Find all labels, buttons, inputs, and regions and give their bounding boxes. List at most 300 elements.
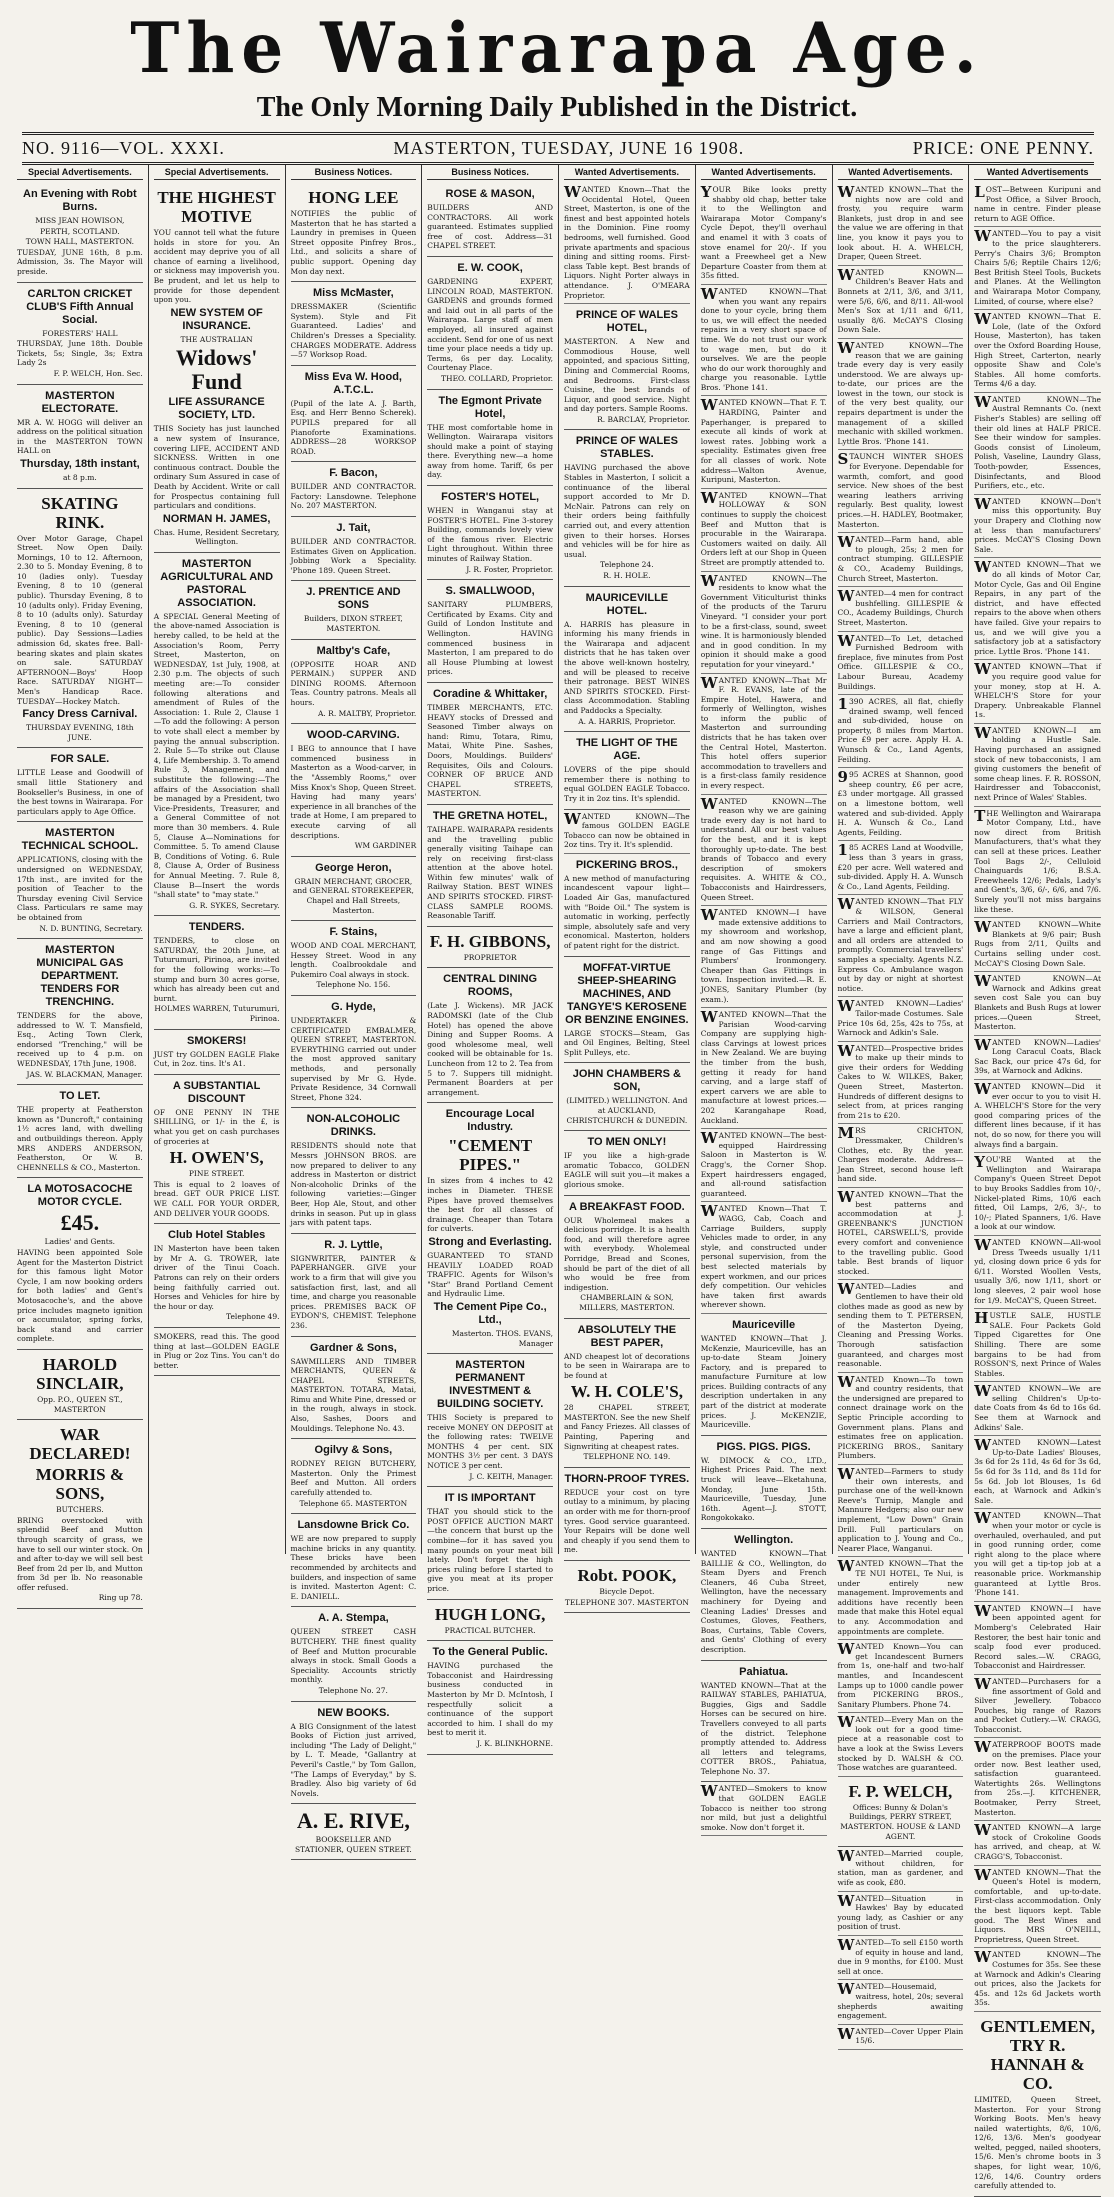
advertisement <box>427 1600 553 1642</box>
advertisement <box>564 304 690 430</box>
columns <box>12 165 1106 2191</box>
ad-title: E. W. COOK, <box>457 261 523 274</box>
ad-text: JUST try GOLDEN EAGLE Flake Cut, in 2oz. tins. It's A1. <box>153 1049 280 1069</box>
wanted-notice: WANTED—Purchasers for a fine assortment of Gold and Silver Jewellery. Tobacco Pouches, big range of Razors and Pocket Cutlery.—W. CRAGG, Tobacconist. <box>974 1675 1101 1739</box>
ad-text: OUR Wholemeal makes a delicious porridge. It is a health food, and will therefore agree with everybody. Wholemeal Porridge, Bread and Scones, should be part of the diet of all who would be free from indigestion. <box>564 1215 690 1292</box>
advertisement <box>17 385 143 489</box>
ad-text: GARDENING EXPERT, LINCOLN ROAD, MASTERTON. GARDENS and grounds formed and laid out in all parts of the Wairarapa. Large staff of men employed, all insured against accident. Send for one of us next time your place needs a tidy up. Terms, 6s per day. Locality, Courtenay Place. <box>427 276 553 373</box>
ad-line: Telephone 65. MASTERTON <box>299 1498 408 1508</box>
ad-text: RODNEY REIGN BUTCHERY, Masterton. Only the Primest Beef and Mutton. All orders carefully attended to. <box>290 1459 417 1498</box>
ad-text: LARGE STOCKS—Steam, Gas and Oil Engines, Belting, Steel Split Pulleys, etc. <box>564 1028 690 1057</box>
issue-number: NO. 9116—VOL. XXXI. <box>22 138 225 158</box>
advertisement <box>701 1436 827 1529</box>
column-heading: Business Notices. <box>427 167 553 180</box>
ad-signature: A. R. MALTBY, Proprietor. <box>318 708 417 718</box>
ad-text: W. DIMOCK & CO., LTD., Highest Prices Paid. The next truck will leave—Eketahuna, Monday, June 15th. Mauriceville, Tuesday, June 16th. Agent—J. STOTT, Rongokokako. <box>700 1455 827 1523</box>
advertisement <box>17 748 143 822</box>
ad-line: PROPRIETOR <box>463 952 517 962</box>
advertisement <box>564 1468 690 1561</box>
ad-text: (Late J. Wickens). MR JACK RADOMSKI (late of the Club Hotel) has opened the above Dining and Supper Rooms. A good wholesome meal, well cooked will be obtainable for 1s. Luncheon from 12 to 2. Tea from 5 to 7. Suppers till midnight. Permanent Boarders at per arrangement. <box>427 1001 553 1097</box>
advertisement <box>564 1063 690 1131</box>
ad-line: Bicycle Depot. <box>599 1587 655 1596</box>
ad-subtitle: LIFE ASSURANCE SOCIETY, LTD. <box>168 396 265 422</box>
advertisement <box>564 957 690 1064</box>
advertisement <box>17 183 143 283</box>
ad-text: A new method of manufacturing incandescent vapour light—Loaded Air Gas, manufactured with "Boide Oil." The system is automatic in working, perfectly simple, absolutely safe and very economical. Masterton, holders of patent right for the district. <box>564 873 690 951</box>
column-1 <box>12 165 149 1603</box>
ad-title: SKATING RINK. <box>41 493 119 532</box>
column-8 <box>969 165 1106 2191</box>
wanted-notice: THE Wellington and Wairarapa Motor Company, Ltd., have now direct from British Manufacturers, that's what they can sell at these prices. Leather Tool Bags 2/-, Celluloid Chainguards 1/6; B.S.A. Freewheels 12/6; Pedals, Lady's and Gent's, 3/6, 6/-, 6/6, and 7/6. Surely you'll not miss bargains like these. <box>974 807 1101 919</box>
ad-line: R. H. HOLE. <box>603 571 651 580</box>
wanted-notice: WANTED—Married couple, without children, for station, man as gardener, and wife as cook, £80. <box>838 1847 964 1891</box>
ad-title: NON-ALCOHOLIC DRINKS. <box>306 1113 401 1139</box>
advertisement <box>291 1234 417 1337</box>
ad-signature: N. D. BUNTING, Secretary. <box>39 923 143 933</box>
ad-title: MASTERTON TECHNICAL SCHOOL. <box>21 827 139 853</box>
ad-title: CENTRAL DINING ROOMS, <box>443 973 538 999</box>
ad-text: A. HARRIS has pleasure in informing his many friends in the Wairarapa and adjacent districts that he has taken over the above well-known hostelry, and will be pleased to receive their patronage. BEST WINES AND SPIRITS STOCKED. First-class Accommodation. Stabling and Paddocks a Specialty. <box>564 619 690 715</box>
ad-title: To the General Public. <box>432 1646 548 1659</box>
ad-title: MASTERTON PERMANENT INVESTMENT & BUILDING SOCIETY. <box>436 1359 544 1411</box>
ad-signature: J. R. Foster, Proprietor. <box>466 564 553 574</box>
ad-title: PRINCE OF WALES STABLES. <box>575 435 678 461</box>
ad-text: TUESDAY, JUNE 16th, 8 p.m. Admission, 3s. The Mayor will preside. <box>17 247 143 276</box>
wanted-notice: WANTED KNOWN—A large stock of Crokoline Goods has arrived, and cheap, at W. CRAGG'S, Tobacconist. <box>974 1821 1101 1865</box>
wanted-notice: WANTED—Every Man on the look out for a good time-piece at a reasonable cost to have a look at the Swiss Levers stocked by D. WALSH & CO. Those watches are guaranteed. <box>838 1713 964 1777</box>
ad-title: WOOD-CARVING. <box>307 729 400 742</box>
ad-signature: Masterton. THOS. EVANS, Manager <box>451 1328 553 1348</box>
ad-title: LA MOTOSACOCHE MOTOR CYCLE. <box>27 1183 133 1209</box>
ad-text: TIMBER MERCHANTS, ETC. HEAVY stocks of Dressed and Seasoned Timber always on hand: Rimu, Totara, Rimu, Matai, White Pine. Sashes, Doors, Mouldings. Builders' Requisites, Oils and Colours. CORNER OF BRUCE AND CHAPEL STREETS, MASTERTON. <box>427 702 553 799</box>
ad-text: IN Masterton have been taken by Mr A. G. TROWER, late driver of the Tinui Coach. Patrons can rely on their orders being faithfully carried out. Horses and Vehicles for hire by the hour or day. <box>153 1244 280 1311</box>
ad-subtitle: The Cement Pipe Co., Ltd., <box>433 1300 547 1326</box>
wanted-notice: WANTED KNOWN—Ladies' Tailor-made Costumes. Sale Price 10s 6d, 25s, 42s to 75s, at Warnock and Adkin's Sale. <box>838 997 964 1041</box>
ad-title: Club Hotel Stables <box>168 1229 266 1242</box>
wanted-notice: WANTED KNOWN—That the Parisian Wood-carving Company are supplying high-class Carvings at lowest prices in New Zealand. We are buying the timber from the bush, getting it ready for hand carving, and a large staff of expert carvers we are able to manufacture at lowest prices.—202 Karangahape Road, Auckland. <box>701 1008 827 1129</box>
ad-title: Robt. POOK, <box>577 1566 677 1585</box>
ad-line: TELEPHONE NO. 149. <box>583 1452 671 1462</box>
advertisement <box>291 282 417 366</box>
advertisement <box>427 968 553 1103</box>
wanted-notice: YOU'RE Wanted at the Wellington and Wairarapa Company's Queen Street Depot to buy Brooks Saddles from 10/-, Nickel-plated Rims, 10/6 each fitted, Oil Lamps, 2/6, 3/-, to 10/-; Plated Spanners, 1/6. Have a look at our window. <box>974 1153 1101 1236</box>
ad-subtitle: NORMAN H. JAMES, <box>162 512 271 525</box>
advertisement <box>291 857 417 921</box>
advertisement <box>154 1030 280 1075</box>
advertisement <box>291 183 417 282</box>
ad-signature: J. K. BLINKHORNE. <box>477 1738 553 1748</box>
wanted-notice: 1390 ACRES, all flat, chiefly drained swamp, well fenced and sub-divided, house on property, 8 miles from Marton. Price £9 per acre. Apply H. A. Wunsch & Co., Land Agents, Feilding. <box>838 695 964 768</box>
advertisement <box>154 183 280 553</box>
wanted-notice: WANTED KNOWN—That the Queen's Hotel is modern, comfortable, and up-to-date. First-class accommodation. Only the best liquors kept. Table good. The Best Wines and Liquors. MRS O'NEILL, Proprietress, Queen Street. <box>974 1866 1101 1949</box>
advertisement <box>427 580 553 683</box>
ad-title: Encourage Local Industry. <box>445 1108 535 1134</box>
ad-subtitle: Strong and Everlasting. <box>428 1235 552 1248</box>
wanted-notice: WANTED KNOWN—The famous GOLDEN EAGLE Tobacco can now be obtained in 2oz tins. Try it. It's splendid. <box>564 810 690 854</box>
advertisement <box>427 183 553 257</box>
ad-text: Over Motor Garage, Chapel Street. Now Open Daily. Mornings, 10 to 12. Afternoon, 2.30 to 5. Monday Evening, 8 to 10 (ladies only). Tuesday Evening, 8 to 10 (general public). Thursday Evening, 8 to 10 (adults only). Friday Evening, 8 to 10 (adults only). Saturday Evening, 8 to 10 (general public). Day Sessions—Ladies admission 6d, skates free. Ball-bearing skates and plain skates on sale. SATURDAY AFTERNOON—Boys' Hoop Race. SATURDAY NIGHT—Men's Handicap Race. TUESDAY—Hockey Match. <box>17 533 143 706</box>
ad-title: Maltby's Cafe, <box>316 644 391 657</box>
advertisement <box>427 1354 553 1487</box>
wanted-notice: STAUNCH WINTER SHOES for Everyone. Dependable for warmth, comfort, and good service. New shoes of the best wearing leathers arriving regularly. Best quality, lowest prices.—H. HADLEY, Bootmaker, Masterton. <box>838 450 964 533</box>
ad-text: TENDERS for the above, addressed to W. T. Mansfield, Esq., Acting Town Clerk, endorsed "Trenching," will be received up to 4 p.m. on WEDNESDAY, 17th June, 1908. <box>17 1011 143 1069</box>
wanted-notice: WANTED KNOWN—That when your motor or cycle is overhauled, overhauled, and put in good running order, come right along to the place where you will get a tip-top job at a reasonable price. Workmanship guaranteed at Lyttle Bros. 'Phone 141. <box>974 1509 1101 1601</box>
column-2 <box>149 165 286 1554</box>
ad-text: RESIDENTS should note that Messrs JOHNSON BROS. are now prepared to deliver to any address in Masterton or district Non-alcoholic Drinks of the following varieties:—Ginger Beer, Hop Ale, Stout, and other drinks in season. Put up in glass jars with patent taps. <box>290 1141 417 1228</box>
ad-subtitle: W. H. COLE'S, <box>570 1382 684 1402</box>
column-heading: Special Advertisements. <box>154 167 280 180</box>
wanted-notice: WANTED—Situation in Hawkes' Bay by educated young lady, as Cashier or any position of trust. <box>838 1892 964 1936</box>
ad-title: CARLTON CRICKET CLUB'S Fifth Annual Social. <box>26 287 134 326</box>
advertisement <box>427 257 553 390</box>
advertisement <box>564 1196 690 1319</box>
wanted-notice: WANTED KNOWN—The reason why we are gaining trade every day is not hard to understand. All our best values for the best, and it is kept thoroughly up-to-date. The best brands of Tobacco and every description of smokers requisites. A. WHITE & CO., Tobacconists and Hairdressers, Queen Street. <box>701 795 827 907</box>
ad-signature: J. C. KEITH, Manager. <box>469 1471 553 1481</box>
ad-subtitle: H. OWEN'S, <box>169 1148 264 1168</box>
wanted-notice: WANTED KNOWN—That we do all kinds of Motor Car, Motor Cycle, Gas and Oil Engine Repairs, in any part of the district, and have effected repairs to the above when others have failed. Give your repairs to us, and we will give you a satisfactory job at a satisfactory price. Lyttle Bros. 'Phone 141. <box>974 558 1101 660</box>
ad-title: An Evening with Robt Burns. <box>23 188 137 213</box>
ad-text: WANTED KNOWN—That J. McKenzie, Mauriceville, has an up-to-date Steam Joinery Factory, and is prepared to manufacture Furniture at low prices. Building contracts of any description undertaken in any part of the district at moderate prices. J. McKENZIE, Mauriceville. <box>700 1333 827 1430</box>
ad-text: THIS Society has just launched a new system of Insurance, covering LIFE, ACCIDENT AND SICKNESS. Written in one continuous contract. Double the ordinary Sum Assured in case of Death by Accident. Write or call for Prospectus containing full particulars and conditions. <box>153 424 280 511</box>
advertisement <box>427 805 553 927</box>
advertisement <box>291 581 417 639</box>
ad-title: MASTERTON AGRICULTURAL AND PASTORAL ASSOCIATION. <box>160 557 274 609</box>
advertisement <box>564 732 690 809</box>
wanted-notice: WANTED KNOWN—That E. Lole, (late of the Oxford House, Masterton), has taken over the Oxford Boarding House, High Street, Carterton, nearly opposite Shaw and Cole's Stables. All home comforts. Terms 4/6 a day. <box>974 310 1101 393</box>
wanted-notice: WANTED KNOWN—That Mr F. R. EVANS, late of the Empire Hotel, Hawera, and formerly of Wellington, wishes to inform the public of Masterton and surrounding districts that he has taken over the Central Hotel, Masterton. This hotel offers superior accommodation to travellers and is a first-class family residence in every respect. <box>701 674 827 795</box>
ad-text: HAVING purchased the Tobacconist and Hairdressing business conducted in Masterton by Mr D. McIntosh, I respectfully solicit a continuance of the support accorded to him. I shall do my best to merit it. <box>427 1661 553 1738</box>
ad-text: APPLICATIONS, closing with the undersigned on WEDNESDAY, 17th inst., are invited for the position of Teacher to the Thursday evening Civil Service Class. Particulars re same may be obtained from <box>17 855 143 922</box>
column-heading: Wanted Advertisements. <box>838 167 964 180</box>
ad-text: QUEEN STREET CASH BUTCHERY. THE finest quality of Beef and Mutton procurable always in stock. Small Goods a Speciality. Accounts strictly monthly. <box>290 1627 417 1685</box>
advertisement <box>564 1319 690 1468</box>
wanted-notice: WANTED KNOWN—The Costumes for 35s. See these at Warnock and Adkin's Clearing out prices, also the Jackets for 45s. and 12s 6d Jackets worth 35s. <box>974 1948 1101 2012</box>
wanted-notice: 185 ACRES Land at Woodville, less than 3 years in grass, £20 per acre. Well watered and sub-divided. Apply H. A. Wunsch & Co., Land Agents, Feilding. <box>838 841 964 895</box>
ad-title: J. PRENTICE AND SONS <box>306 586 401 612</box>
advertisement <box>17 1420 143 1609</box>
wanted-notice: HUSTLE SALE, HUSTLE SALE. Four Packets Gold Tipped Cigarettes for One Shilling. There are some bargains to be had from ROSSON'S, next Prince of Wales Stables. <box>974 1309 1101 1382</box>
column-heading: Wanted Advertisements. <box>701 167 827 180</box>
ad-title: ROSE & MASON, <box>445 188 535 200</box>
ad-text: BUILDERS AND CONTRACTORS. All work guaranteed. Estimates supplied free of cost. Address—31 CHAPEL STREET. <box>427 203 553 251</box>
advertisement <box>427 486 553 580</box>
advertisement <box>291 1439 417 1514</box>
ad-text: In sizes from 4 inches to 42 inches in Diameter. THESE Pipes have proved themselves the best for all classes of drainage. Cheaper than Totara for culverts. <box>427 1176 553 1234</box>
ad-title: TENDERS. <box>188 921 245 934</box>
newspaper-subtitle: The Only Morning Daily Published in the District. <box>256 92 858 123</box>
wanted-notice: WANTED—Prospective brides to make up their minds to give their orders for Wedding Cakes to W. WILKES, Baker, Queen Street, Masterton. Hundreds of different designs to select from, at prices ranging from 21s to £20. <box>838 1042 964 1125</box>
column-heading: Wanted Advertisements. <box>564 167 690 180</box>
advertisement <box>17 939 143 1085</box>
ad-title: R. J. Lyttle, <box>324 1238 383 1251</box>
ad-title: Lansdowne Brick Co. <box>297 1519 410 1532</box>
ad-title: Gardner & Sons, <box>309 1341 397 1354</box>
ad-title: TO LET. <box>59 1090 101 1103</box>
column-5 <box>559 165 696 1607</box>
ad-text: YOU cannot tell what the future holds in store for you. An accident may deprive you of all chance of earning a livelihood, or sickness may impoverish you. Be prudent, and let us help to provide for those dependent upon you. <box>153 228 280 305</box>
newspaper-title: The Wairarapa Age. <box>130 7 984 89</box>
ad-signature: HOLMES WARREN, Tuturumuri, Pirinoa. <box>154 1004 280 1024</box>
wanted-notice: WANTED KNOWN—Latest Up-to-Date Ladies' Blouses, 3s 6d for 2s 11d, 4s 6d for 3s 6d, 5s 6d for 3s 11d, and 8s 11d for 5s 6d. Job lot Blouses, 1s 6d each, at Warnock and Adkin's Sale. <box>974 1436 1101 1509</box>
ad-title: F. Bacon, <box>329 467 378 480</box>
ad-line: Offices: Bunny & Dolan's Buildings, PERRY STREET, MASTERTON. HOUSE & LAND AGENT. <box>840 1802 961 1841</box>
ad-title: A BREAKFAST FOOD. <box>569 1200 685 1213</box>
ad-title: IT IS IMPORTANT <box>444 1492 536 1505</box>
ad-title: A. E. RIVE, <box>296 1808 410 1834</box>
ad-text: Builders, DIXON STREET, MASTERTON. <box>303 614 403 634</box>
wanted-notice: WANTED KNOWN—That HOLLOWAY & SON continues to supply the choicest Beef and Mutton that is procurable in the Wairarapa. Customers waited on daily. All Orders left at our Shop in Queen Street are promptly attended to. <box>701 489 827 572</box>
column-7 <box>833 165 970 2046</box>
ad-title: THE LIGHT OF THE AGE. <box>576 737 678 763</box>
ad-title: MASTERTON ELECTORATE. <box>41 389 119 415</box>
ad-title: Coradine & Whittaker, <box>432 687 548 700</box>
ad-text: LIMITED, Queen Street, Masterton. For your Strong Working Boots. Men's heavy nailed watertights, 8/6, 10/6, 12/6, 13/6. Men's goodyear welted, pegged, nailed shooters, 15/6. Men's chrome boots in 3 shapes, for light wear, 10/6, 12/6, 14/6. Country orders carefully attended to. <box>974 2094 1101 2191</box>
wanted-notice: WANTED KNOWN—That the nights now are cold and frosty, you require warm Blankets, just drop in and see the value we are offering in that line, you know it pays you to look about. H. A. WHELCH, Draper, Queen Street. <box>838 183 964 266</box>
ad-text: NOTIFIES the public of Masterton that he has started a Laundry in premises in Queen Street opposite Pinfrey Bros., Ltd., and solicits a share of public support. Opening day Mon day next. <box>290 209 417 276</box>
ad-line: Chas. Hume, Resident Secretary, Wellington. <box>153 527 280 547</box>
ad-title: MASTERTON MUNICIPAL GAS DEPARTMENT. TENDERS FOR TRENCHING. <box>36 944 124 1009</box>
ad-line: TELEPHONE 307. MASTERTON <box>564 1597 689 1607</box>
ad-text: WOOD AND COAL MERCHANT, Hessey Street. Wood in any length. Coalbrookdale and Pukemiro Coal always in stock. <box>290 941 417 979</box>
ad-title: WAR DECLARED! <box>29 1425 131 1464</box>
ad-text: MASTERTON. A New and Commodious House, well appointed, and spacious Sitting, Dining and Commercial Rooms, and Bedrooms. First-class Cuisine, the best brands of Liquor, and good service. Night and day porters. Sample Rooms. <box>564 337 690 414</box>
ad-title: NEW BOOKS. <box>317 1706 390 1719</box>
ad-signature: Ring up 78. <box>98 1593 143 1603</box>
ad-title: F. H. GIBBONS, <box>429 931 551 951</box>
ad-title: F. Stains, <box>329 926 378 939</box>
advertisement <box>291 366 417 463</box>
wanted-notice: WANTED—You to pay a visit to the price slaughterers. Perry's Chairs 3/6; Brompton Chairs 5/6; Reptile Chairs 12/6; Best British Steel Tools, Buckets and Planes. At the Wellington and Wairarapa Motor Company, Limited, of course, where else? <box>974 227 1101 310</box>
ad-title: Mauriceville <box>732 1318 796 1331</box>
ad-text: IF you like a high-grade aromatic Tobacco, GOLDEN EAGLE will suit you—it makes a glorious smoke. <box>564 1151 690 1189</box>
advertisement <box>154 553 280 916</box>
advertisement <box>427 1641 553 1754</box>
advertisement <box>154 916 280 1029</box>
ad-line: BUTCHERS. <box>56 1505 104 1515</box>
advertisement <box>564 1561 690 1613</box>
wanted-notice: WANTED KNOWN—I have been appointed agent for Momberg's Celebrated Hair Restorer, the best hair tonic and scalp food ever produced. Record sales.—W. CRAGG, Tobacconist and Hairdresser. <box>974 1602 1101 1675</box>
wanted-notice: WANTED KNOWN—That F. T. HARDING, Painter and Paperhanger, is prepared to execute all kinds of work at lowest rates. Jobbing work a speciality. Estimates given free for all classes of work. Note address—Walton Avenue, Kuripuni, Masterton. <box>701 396 827 488</box>
advertisement <box>974 2012 1101 2197</box>
ad-line: TOWN HALL, MASTERTON. <box>25 237 135 247</box>
ad-text: SAWMILLERS AND TIMBER MERCHANTS, QUEEN & CHAPEL STREETS, MASTERTON. TOTARA, Matai, Rimu and White Pine, dressed or in the rough, always in stock. Also, Sashes, Doors and Mouldings. Telephone No. 43. <box>290 1356 417 1433</box>
ad-line: PERTH, SCOTLAND. <box>40 226 120 236</box>
ad-text: WE are now prepared to supply machine bricks in any quantity. These bricks have been recommended by architects and builders, and inspection of same is invited. Masterton Agent: C. E. DANIELL. <box>290 1534 417 1601</box>
ad-title: HUGH LONG, <box>434 1604 546 1624</box>
wanted-notice: WANTED KNOWN—The Austral Remnants Co. (next Fisher's Stables) are selling off their old lines at HALF PRICE. See their window for samples. Goods consist of Linoleum, Polish, Vaseline, Laundry Glass, Tooth-powder, Essences, Disinfectants, and Blood Purifiers, etc., etc. <box>974 393 1101 495</box>
wanted-notice: WANTED KNOWN—We are selling Children's Up-to-date Coats from 4s 6d to 16s 6d. See them at Warnock and Adkins' Sale. <box>974 1382 1101 1436</box>
wanted-notice: WANTED—Housemaid, waitress, hotel, 20s; several shepherds awaiting engagement. <box>838 1980 964 2024</box>
ad-title: J. Tait, <box>336 522 371 535</box>
advertisement <box>838 1777 964 1847</box>
ad-text: AND cheapest lot of decorations to be seen in Wairarapa are to be found at <box>564 1351 690 1380</box>
advertisement <box>154 1075 280 1224</box>
advertisement <box>564 430 690 586</box>
wanted-notice: LOST—Between Kuripuni and Post Office, a Silver Brooch, name in centre. Finder please return to AGE Office. <box>974 183 1101 227</box>
ad-line: BOOKSELLER AND STATIONER, QUEEN STREET. <box>295 1835 412 1854</box>
ad-title: PICKERING BROS., <box>575 858 678 871</box>
advertisement <box>291 640 417 725</box>
ad-subtitle: Fancy Dress Carnival. <box>22 708 138 721</box>
ad-text: REDUCE your cost on tyre outlay to a minimum, by placing an order with me for thorn-proof tyres. Good service guaranteed. Your Repairs will be done well and cheaply if you send them to me. <box>564 1487 690 1555</box>
ad-text: WHEN in Wanganui stay at FOSTER'S HOTEL. Fine 3-storey Building, commands lovely view of the famous river. Electric Light throughout. Within three minutes of Railway Station. <box>427 506 553 564</box>
ad-text: BUILDER AND CONTRACTOR. Estimates Given on Application. Jobbing Work a Speciality. 'Phone 189. Queen Street. <box>290 537 417 575</box>
ad-title: A SUBSTANTIAL DISCOUNT <box>172 1079 261 1105</box>
ad-text: SIGNWRITER, PAINTER & PAPERHANGER. GIVE your work to a firm that will give you satisfaction first, last, and all time, and charge you reasonable prices. PREMISES BACK OF EYDON'S, CHEMIST. Telephone 236. <box>290 1253 417 1330</box>
ad-title: FOSTER'S HOTEL, <box>441 491 540 504</box>
advertisement <box>17 1350 143 1420</box>
ad-title: Miss Eva W. Hood, A.T.C.L. <box>304 370 402 396</box>
ad-text: SANITARY PLUMBERS, Certificated by Exams. City and Guild of London Institute and Wellington. HAVING commenced business in Masterton, I am prepared to do all House Plumbing at lowest prices. <box>427 600 553 677</box>
column-heading: Business Notices. <box>291 167 417 180</box>
ad-line: THE AUSTRALIAN <box>180 334 253 344</box>
ad-signature: G. R. SYKES, Secretary. <box>189 900 280 910</box>
ad-text: 28 CHAPEL STREET, MASTERTON. See the new Shelf and Fancy Friezes. All classes of Painting, Papering and Signwriting at cheapest rates. <box>564 1403 690 1451</box>
ad-signature: R. BARCLAY, Proprietor. <box>597 414 690 424</box>
ad-text: THURSDAY, June 18th. Double Tickets, 5s; Single, 3s; Extra Lady 2s <box>17 339 143 368</box>
ad-text: THE most comfortable home in Wellington. Wairarapa visitors should make a point of staying there. Everything new—a home away from home. Tariff, 6s per day. <box>427 422 553 480</box>
wanted-notice: WANTED Known—That the Occidental Hotel, Queen Street, Masterton, is one of the finest and best appointed hotels in the Dominion. Fine roomy bedrooms, well furnished. Good private apartments and spacious dining and sitting rooms. First-class Table kept. Best brands of Liquors. Night Porter always in attendance. J. O'MEARA Proprietor. <box>564 183 690 304</box>
ad-title: MOFFAT-VIRTUE SHEEP-SHEARING MACHINES, AND TANGYE'S KEROSENE OR BENZINE ENGINES. <box>565 961 689 1026</box>
ad-title: Pahiatua. <box>739 1665 789 1678</box>
ad-title: S. SMALLWOOD, <box>445 585 535 598</box>
wanted-notice: WANTED Known—To town and country residents, that the undersigned are prepared to connect drainage work on the Septic Principle according to Government plans. Plans and estimates free on application. PICKERING BROS., Sanitary Plumbers. <box>838 1373 964 1465</box>
wanted-notice: WANTED KNOWN—At Warnock and Adkins great seven cost Sale you can buy Blankets and Bush Rugs at lower prices.—Queen Street, Masterton. <box>974 972 1101 1036</box>
wanted-notice: WANTED KNOWN—That when you want any repairs done to your cycle, bring them to us, we will effect the needed repairs in a very short space of time. We do not trust our work to wage men, but do it ourselves. We are the people who do our work thoroughly and charge you reasonable. Lyttle Bros. 'Phone 141. <box>701 285 827 397</box>
column-4 <box>422 165 559 1748</box>
advertisement <box>17 283 143 385</box>
wanted-notice: YOUR Bike looks pretty shabby old chap, better take it to the Wellington and Wairarapa Motor Company's Cycle Depot, they'll overhaul and enamel it with 3 coats of stove enamel for 20/-. If you want a Freewheel get a New Departure Coaster from them at 35s fitted. <box>701 183 827 285</box>
advertisement <box>564 1131 690 1195</box>
ad-subtitle: MORRIS & SONS, <box>35 1465 125 1504</box>
wanted-notice: 995 ACRES at Shannon, good sheep country, £6 per acre, £3 under mortgage. All grassed on a limestone bottom, well watered and sub-divided. Apply H. A. Wunsch & Co., Land Agents, Feilding. <box>838 768 964 841</box>
wanted-notice: MRS CRICHTON, Dressmaker, Children's Clothes, etc. By the year. Charges moderate. Address—Jean Street, second house left hand side. <box>838 1124 964 1188</box>
ad-title: Ogilvy & Sons, <box>314 1444 393 1457</box>
wanted-notice: WANTED KNOWN—Ladies' Long Caracul Coats, Black Sac Back, our price 47s 6d, for 39s, at Warnock and Adkins. <box>974 1036 1101 1080</box>
ad-title: HAROLD SINCLAIR, <box>36 1354 124 1393</box>
wanted-notice: WANTED KNOWN—That FLY & WILSON, General Carriers and Mail Contractors, have a large and efficient plant, and all orders are attended to promptly. Commercial travellers' samples a specialty. Agents N.Z. Express Co. Ambulance wagon out by day or night at shortest notice. <box>838 895 964 997</box>
ad-line: CHAMBERLAIN & SON, MILLERS, MASTERTON. <box>579 1293 675 1312</box>
advertisement <box>154 1224 280 1328</box>
ad-signature: Telephone 49. <box>226 1312 280 1322</box>
ad-line: THURSDAY EVENING, 18th JUNE. <box>26 723 134 742</box>
ad-line: (LIMITED.) WELLINGTON. And at AUCKLAND, CHRISTCHURCH & DUNEDIN. <box>566 1096 688 1125</box>
ad-title: G. Hyde, <box>331 1001 376 1014</box>
wanted-notice: WANTED—Farm hand, able to plough, 25s; 2 men for contract stumping. GILLESPIE & CO., Academy Buildings, Church Street, Masterton. <box>838 533 964 587</box>
advertisement <box>291 517 417 581</box>
advertisement <box>701 1529 827 1661</box>
ad-line: Telephone No. 156. <box>316 980 391 990</box>
ad-text: SMOKERS, read this. The good thing at last—GOLDEN EAGLE in Plug or 2oz Tins. You can't do better. <box>153 1331 280 1370</box>
column-6 <box>696 165 833 1832</box>
ad-text: LITTLE Lease and Goodwill of small little Stationery and Bookseller's Business, in one of the best towns in Wairarapa. For particulars apply to Age Office. <box>17 768 143 816</box>
wanted-notice: WANTED KNOWN—That if you require good value for your money, stop at H. A. WHELCH'S Store for your Drapery. Unbreakable Flannel 1s. <box>974 660 1101 724</box>
ad-signature: JAS. W. BLACKMAN, Manager. <box>26 1069 143 1079</box>
ad-subtitle: Thursday, 18th instant, <box>20 457 140 470</box>
column-heading: Wanted Advertisements <box>974 167 1101 180</box>
ad-subtitle: "CEMENT PIPES." <box>448 1136 533 1175</box>
ad-line: Ladies' and Gents. <box>44 1237 116 1247</box>
publication-date: MASTERTON, TUESDAY, JUNE 16 1908. <box>393 138 745 158</box>
advertisement <box>701 1314 827 1436</box>
ad-title: GENTLEMEN, TRY R. HANNAH & CO. <box>980 2016 1096 2093</box>
ad-line: Telephone 24. <box>600 560 654 570</box>
ad-text: GRAIN MERCHANT, GROCER, and GENERAL STOREKEEPER, Chapel and Hall Streets, Masterton. <box>292 876 414 915</box>
ad-text: THIS Society is prepared to receive MONEY ON DEPOSIT at the following rates: TWELVE MONTHS 4 per cent. SIX MONTHS 3½ per cent. 3 DAYS NOTICE 3 per cent. <box>427 1413 553 1471</box>
ad-price: £45. <box>60 1210 100 1236</box>
wanted-notice: WANTED KNOWN—I have made extensive additions to my showroom and workshop, and am now showing a good range of Gas Fittings and Plumbers' Ironmongery. Cheaper than Gas Fittings in town. Inspection invited.—R. E. JONES, Sanitary Plumber (by exam.). <box>701 906 827 1008</box>
ad-title: PRINCE OF WALES HOTEL, <box>575 309 678 335</box>
ad-signature: THEO. COLLARD, Proprietor. <box>441 373 553 383</box>
wanted-notice: WANTED Known—That T. WAGG, Cab, Coach and Carriage Builders, supply Vehicles made to order, in any style, and constructed under personal supervision, from the best selected materials by expert workmen, and our prices defy competition. Our vehicles have taken first awards wherever shown. <box>701 1202 827 1314</box>
ad-line: Telephone No. 27. <box>318 1685 388 1695</box>
advertisement <box>291 462 417 517</box>
ad-text: BRING overstocked with splendid Beef and Mutton through scarcity of grass, we have to sell our winter stock. On and after to-day we will sell best Beef from 2d per lb, and Mutton from 3d per lb. No reasonable offer refused. <box>17 1515 143 1592</box>
ad-line: PINE STREET. <box>188 1169 245 1179</box>
advertisement <box>427 390 553 487</box>
ad-text: A SPECIAL General Meeting of the above-named Association is hereby called, to be held at the Association's Room, Perry Street, Masterton, on WEDNESDAY, 1st July, 1908, at 2.30 p.m. The objects of such meeting are:—To consider following alterations and amendment of Rules of the Association: 1. Rule 2, Clause 1—To add the following: A person to vote shall elect a member by paying the annual subscription. 2. Rule 5—To strike out Clause 4, Life Membership. 3. To amend Rule 3, Management, and substitute the following:—The affairs of the Association shall be managed by a President, two Vice-Presidents, Treasurer, and a General Committee of not more than 30 members. 4. Rule 5, Clause A—Nominations for Committee. 5. To amend Clause B, Conditions of Voting. 6. Rule 8, Clause A, Order of Business for Annual Meeting. 7. Rule 8, Clause B—Insert the words "shall state" to "may state." <box>153 611 280 900</box>
wanted-notice: WANTED KNOWN—White Blankets at 9/6 pair; Bush Rugs from 2/11, Quilts and Curtains selling under cost. McCAY'S Closing Down Sale. <box>974 918 1101 972</box>
wanted-notice: WANTED—Ladies and Gentlemen to have their old clothes made as good as new by sending them to T. PETERSEN, of the Masterton Dyeing, Cleaning and Pressing Works. Thorough satisfaction guaranteed, and charges most reasonable. <box>838 1280 964 1372</box>
wanted-notice: WANTED KNOWN—That the TE NUI HOTEL, Te Nui, is under entirely new management. Improvements and additions have recently been made that make this Hotel equal to any. Accommodation and appointments are complete. <box>838 1557 964 1640</box>
issue-price: PRICE: ONE PENNY. <box>912 138 1094 158</box>
ad-subtitle: NEW SYSTEM OF INSURANCE. <box>170 306 263 332</box>
ad-title: George Heron, <box>315 861 392 874</box>
ad-text: MR A. W. HOGG will deliver an address on the political situation in the MASTERTON TOWN HALL on <box>17 417 143 456</box>
ad-signature: F. P. WELCH, Hon. Sec. <box>53 368 143 378</box>
ad-text: UNDERTAKER & CERTIFICATED EMBALMER, QUEEN STREET, MASTERTON. EVERYTHING carried out under the most approved sanitary methods, and personally supervised by Mr G. Hyde. Private Residence, 34 Cornwall Street, Phone 324. <box>290 1016 417 1102</box>
advertisement <box>291 1337 417 1440</box>
column-heading: Special Advertisements. <box>17 167 143 180</box>
ad-text: THE property at Featherston known as "Duncroft," containing 1½ acres land, with dwelling and outbuildings thereon. Apply MRS ANDERS ANDERSON, Featherston, Or W. B. CHENNELLS & CO., Masterton. <box>17 1105 143 1172</box>
ad-text: HAVING been appointed Sole Agent for the Masterton District for this famous light Motor Cycle, I am now booking orders for both ladies' and Gent's Motosacoche's, and the above price includes magneto ignition or accumulator, spring forks, back stand and carrier complete. <box>17 1248 143 1344</box>
ad-title: HONG LEE <box>308 188 399 207</box>
advertisement <box>291 1607 417 1701</box>
ad-text: (OPPOSITE HOAR AND PERMAIN.) SUPPER AND DINING ROOMS. Afternoon Teas. Country patrons. Meals all hours. <box>290 659 417 707</box>
wanted-notice: WANTED—Farmers to study their own interests, and purchase one of the well-known Reeve's Turnip, Mangle and Mannure Hedgers; also our new implement, "Low Down" Grain Drill. Full particulars on application to J. Young and Co., Nearer Place, Wanganui. <box>838 1465 964 1557</box>
ad-title: PIGS. PIGS. PIGS. <box>716 1440 811 1453</box>
advertisement <box>291 1514 417 1607</box>
ad-title: The Egmont Private Hotel, <box>438 394 542 420</box>
advertisement <box>701 1661 827 1783</box>
advertisement <box>427 1487 553 1599</box>
wanted-notice: WATERPROOF BOOTS made on the premises. Place your order now. Best leather used, satisfaction guaranteed. Watertights 26s. Wellingtons from 25s.—J. KITCHENER, Bootmaker, Perry Street, Masterton. <box>974 1738 1101 1821</box>
ad-text: OF ONE PENNY IN THE SHILLING, or 1/- in the £, is what you get on cash purchases of groceries at <box>153 1107 280 1146</box>
ad-line: PRACTICAL BUTCHER. <box>444 1625 536 1635</box>
ad-title: THORN-PROOF TYRES. <box>564 1472 690 1485</box>
ad-text: WANTED KNOWN—That BAILLIE & CO., Wellington, do Steam Dyers and French Cleaners, 46 Cuba Street, Wellington, have the necessary machinery for Dyeing and Cleaning Ladies' Dresses and Costumes, Gloves, Feathers, Boas, Curtains, Table Covers, and Gents' Clothing of every description. <box>700 1549 827 1654</box>
ad-text: BUILDER AND CONTRACTOR. Factory: Lansdowne. Telephone No. 207 MASTERTON. <box>290 482 417 511</box>
column-3 <box>286 165 423 1854</box>
ad-text: LOVERS of the pipe should remember there is nothing to equal GOLDEN EAGLE Tobacco. Try it in 2oz tins. It's splendid. <box>564 765 690 803</box>
wanted-notice: WANTED KNOWN—Children's Beaver Hats and Bonnets at 2/11, 3/6, and 3/11, were 5/6, 6/6, and 8/11. All-wool Men's Sox at 1/11 and 6/11, usually 8/6. McCAY'S Closing Down Sale. <box>838 266 964 339</box>
ad-title: FOR SALE. <box>50 753 110 766</box>
ad-text: This is equal to 2 loaves of bread. GET OUR PRICE LIST. WE CALL FOR YOUR ORDER, AND DELIVER YOUR GOODS. <box>153 1179 280 1218</box>
wanted-notice: WANTED KNOWN—Don't miss this opportunity. Buy your Drapery and Clothing now at less than manufacturers' prices. McCAY'S Closing Down Sale. <box>974 495 1101 559</box>
advertisement <box>291 921 417 996</box>
ad-title: Wellington. <box>734 1534 794 1546</box>
advertisement <box>154 1328 280 1376</box>
ad-title: JOHN CHAMBERS & SON, <box>572 1068 681 1094</box>
advertisement <box>17 1085 143 1178</box>
wanted-notice: WANTED KNOWN—Did it ever occur to you to visit H. A. WHELCH'S Store for the very good comparing prices of the different lines because, if it has not, do so now, for there you will always find a bargain. <box>974 1080 1101 1153</box>
advertisement <box>17 1178 143 1350</box>
ad-title: A. A. Stempa, <box>318 1612 389 1625</box>
ad-title: THE GRETNA HOTEL, <box>432 809 548 822</box>
ad-title: MAURICEVILLE HOTEL. <box>585 591 669 617</box>
ad-text: WANTED KNOWN—That at the RAILWAY STABLES, PAHIATUA, Buggies, Gigs and Saddle Horses can be secured on hire. Travellers conveyed to all parts of the district. Telephone promptly attended to. Address all letters and telegrams, COTTER BROS., Pahiatua, Telephone No. 37. <box>700 1680 827 1776</box>
ad-title: Miss McMaster, <box>313 287 394 300</box>
